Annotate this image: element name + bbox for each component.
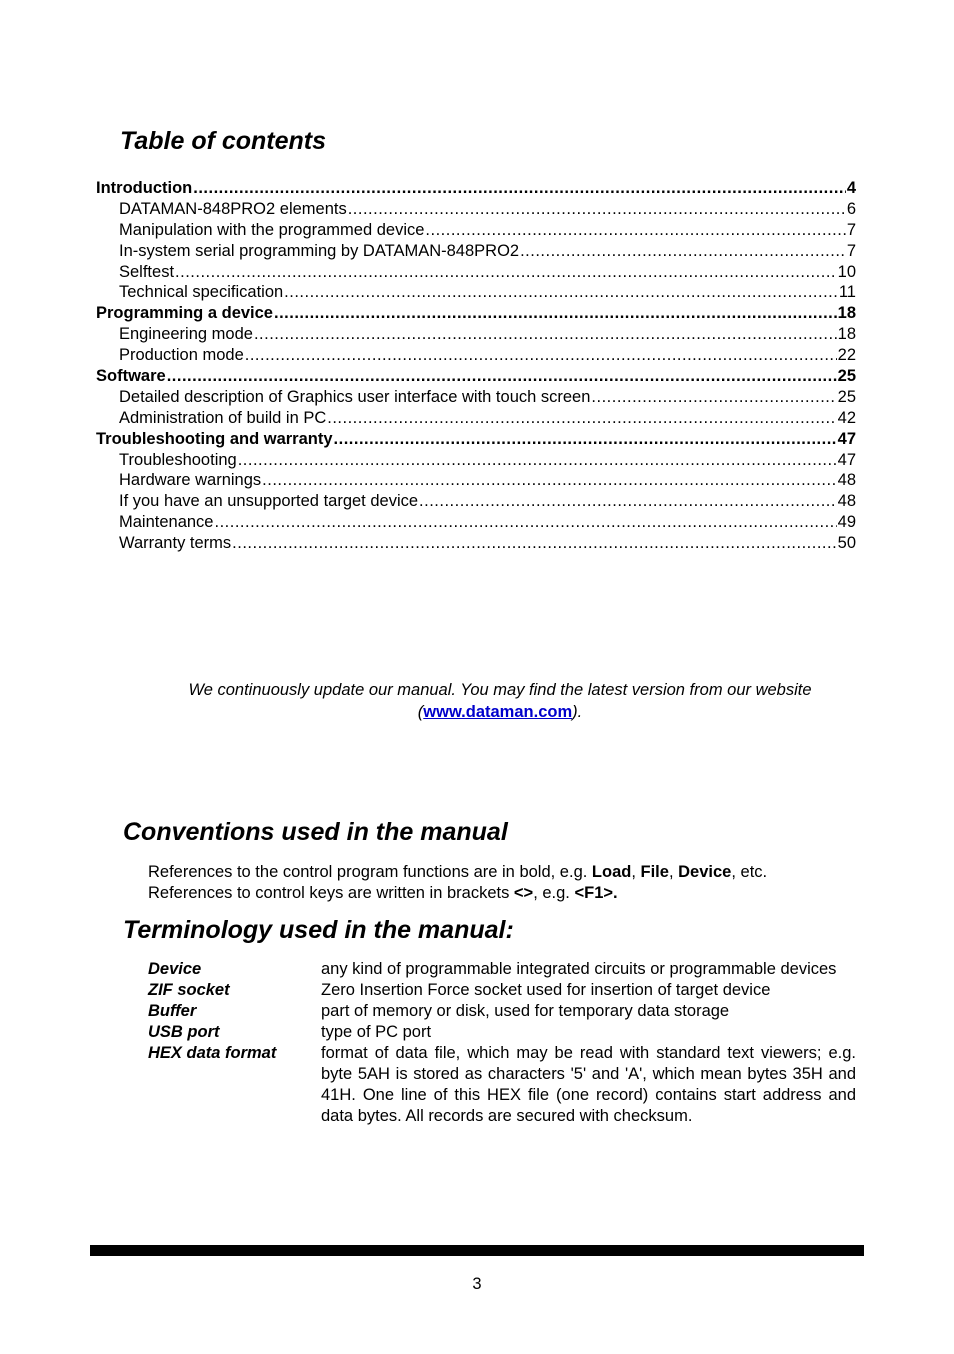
toc-entry-label: Introduction [96, 179, 193, 197]
toc-entry[interactable] [96, 199, 856, 220]
toc-entry-page: 7 [846, 241, 856, 260]
toc-entry-label: Troubleshooting [119, 450, 237, 469]
toc-entry-page: 48 [837, 492, 856, 511]
toc-entry[interactable] [96, 324, 856, 345]
toc-entry[interactable] [96, 491, 856, 512]
conv-text: , e.g. [533, 884, 575, 902]
term-definition: type of PC port [321, 1023, 432, 1041]
toc-entry[interactable] [96, 450, 856, 471]
toc-title: Table of contents [120, 127, 327, 155]
conv-fn-device: Device [678, 863, 732, 881]
toc-leader [284, 282, 838, 303]
toc-leader [348, 199, 846, 220]
toc-leader [238, 450, 837, 471]
page-number: 3 [472, 1275, 482, 1293]
terminology-list [148, 959, 856, 1127]
toc-entry-page: 10 [837, 262, 856, 281]
toc-entry-label: Hardware warnings [119, 471, 262, 490]
toc-leader [425, 220, 845, 241]
toc-entry-label: Manipulation with the programmed device [119, 220, 425, 239]
term-name: HEX data format [148, 1044, 277, 1062]
toc-leader [193, 178, 846, 199]
toc-leader [520, 241, 846, 262]
toc-entry-page: 22 [837, 346, 856, 365]
toc-entry-label: If you have an unsupported target device [119, 492, 419, 511]
toc-entry-page: 47 [837, 450, 856, 469]
toc-entry-label: Detailed description of Graphics user interface with touch screen [119, 387, 591, 406]
toc-entry[interactable] [96, 470, 856, 491]
toc-entry-label: Maintenance [119, 513, 214, 532]
toc-entry-label: Warranty terms [119, 534, 232, 553]
toc-entry-page: 7 [846, 220, 856, 239]
toc-entry-label: Software [96, 367, 166, 386]
toc-entry[interactable] [96, 303, 856, 324]
toc-entry-page: 42 [837, 408, 856, 427]
toc-entry-page: 18 [837, 304, 856, 323]
website-note [150, 679, 850, 723]
conventions-line-2 [148, 883, 856, 904]
conventions-text [148, 862, 856, 904]
term-row [148, 980, 856, 1001]
toc-entry-page: 11 [838, 283, 856, 302]
toc-entry-page: 50 [837, 534, 856, 553]
toc-entry[interactable] [96, 429, 856, 450]
website-link[interactable]: www.dataman.com [423, 703, 573, 721]
toc-entry-label: Administration of build in PC [119, 408, 327, 427]
toc-leader [419, 491, 837, 512]
term-definition: format of data file, which may be read with standard text viewers; e.g. byte 5AH is stored as characters '5' and 'A', which mean bytes 35H and 41H. One line of this HEX file (one record) contains start address and data bytes. All records are secured with checksum. [321, 1044, 856, 1125]
toc-entry-label: Troubleshooting and warranty [96, 429, 333, 448]
toc-leader [274, 303, 837, 324]
toc-leader [214, 512, 836, 533]
toc-entry[interactable] [96, 178, 856, 199]
term-row [148, 1043, 856, 1127]
toc-entry[interactable] [96, 220, 856, 241]
table-of-contents [96, 178, 856, 554]
conventions-line-1 [148, 862, 856, 883]
toc-entry-page: 49 [837, 513, 856, 532]
term-definition: part of memory or disk, used for temporary data storage [321, 1002, 730, 1020]
toc-leader [175, 262, 837, 283]
toc-leader [232, 533, 836, 554]
toc-entry-label: Programming a device [96, 304, 273, 323]
conventions-title: Conventions used in the manual [123, 818, 508, 846]
toc-entry-page: 25 [837, 367, 856, 386]
terminology-title: Terminology used in the manual: [123, 916, 514, 944]
term-row [148, 1022, 856, 1043]
toc-leader [591, 387, 836, 408]
toc-entry-label: Selftest [119, 262, 175, 281]
toc-entry[interactable] [96, 408, 856, 429]
term-name: USB port [148, 1023, 220, 1041]
note-text: We continuously update our manual. You may find the latest version from our website ( [188, 681, 812, 721]
toc-entry-page: 47 [837, 429, 856, 448]
conv-fn-file: File [640, 863, 669, 881]
term-name: Device [148, 960, 202, 978]
note-text-end: ). [572, 703, 583, 721]
conv-brackets: <> [513, 884, 534, 902]
conv-key: <F1>. [574, 884, 618, 902]
toc-leader [327, 408, 836, 429]
toc-leader [334, 429, 837, 450]
toc-entry[interactable] [96, 533, 856, 554]
term-row [148, 959, 856, 980]
toc-entry-label: DATAMAN-848PRO2 elements [119, 199, 347, 218]
toc-leader [262, 470, 836, 491]
toc-entry-page: 6 [846, 199, 856, 218]
conv-fn-load: Load [591, 863, 632, 881]
term-name: ZIF socket [148, 981, 230, 999]
term-definition: Zero Insertion Force socket used for insertion of target device [321, 981, 771, 999]
toc-entry[interactable] [96, 512, 856, 533]
toc-entry-label: In-system serial programming by DATAMAN-848PRO2 [119, 241, 520, 260]
term-row [148, 1001, 856, 1022]
conv-text: References to the control program functions are in bold, e.g. [148, 863, 592, 881]
conv-sep: , [668, 863, 679, 881]
footer-rule [90, 1245, 864, 1256]
toc-entry-page: 25 [837, 387, 856, 406]
conv-text: References to control keys are written in brackets [148, 884, 514, 902]
toc-entry-label: Production mode [119, 346, 244, 365]
toc-leader [167, 366, 837, 387]
conv-sep: , [631, 863, 641, 881]
toc-entry[interactable] [96, 262, 856, 283]
toc-entry-label: Engineering mode [119, 325, 253, 344]
toc-entry[interactable] [96, 282, 856, 303]
toc-entry-page: 18 [837, 325, 856, 344]
term-definition: any kind of programmable integrated circuits or programmable devices [321, 960, 837, 978]
toc-entry-label: Technical specification [119, 283, 284, 302]
toc-entry-page: 48 [837, 471, 856, 490]
toc-leader [245, 345, 837, 366]
toc-entry[interactable] [96, 241, 856, 262]
toc-entry[interactable] [96, 345, 856, 366]
toc-entry[interactable] [96, 366, 856, 387]
toc-leader [254, 324, 837, 345]
toc-entry-page: 4 [846, 179, 856, 197]
term-name: Buffer [148, 1002, 197, 1020]
conv-text: , etc. [731, 863, 768, 881]
toc-entry[interactable] [96, 387, 856, 408]
